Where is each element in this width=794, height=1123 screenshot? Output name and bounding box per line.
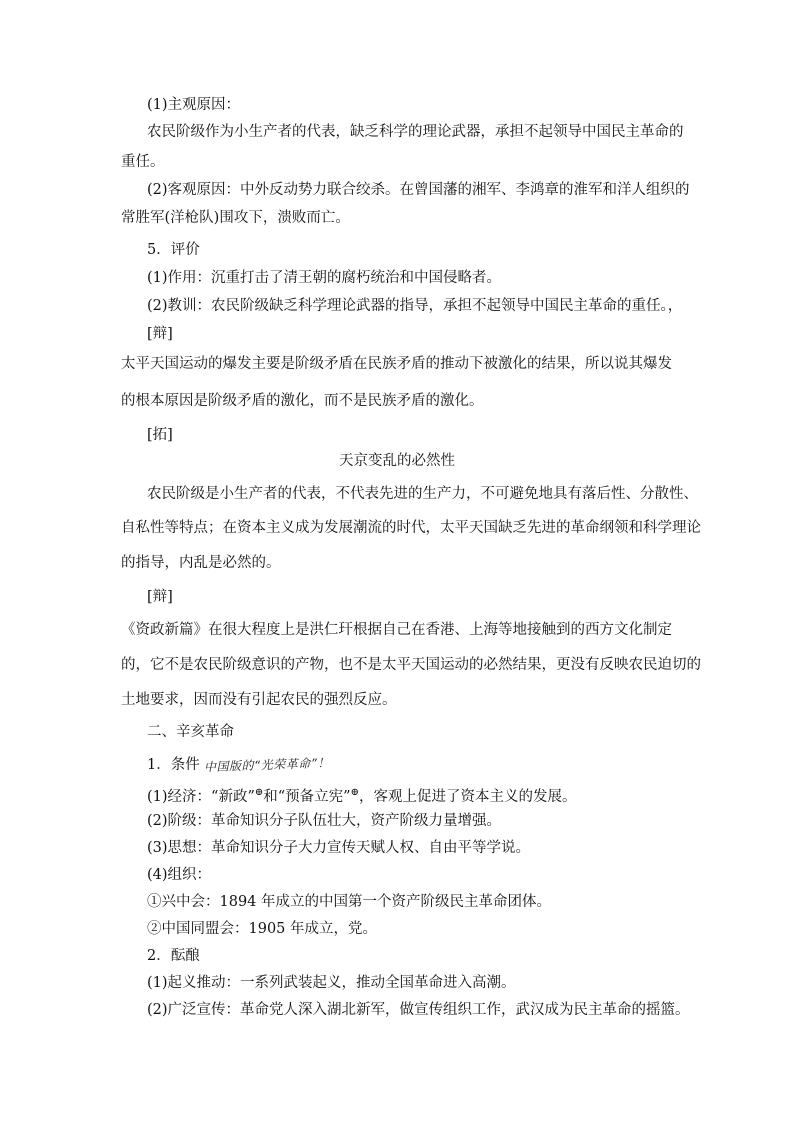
paragraph-line: 重任。 [121, 154, 165, 170]
subheading-brewing: 2．酝酿 [147, 948, 200, 964]
paragraph-line: 常胜军(洋枪队)围攻下，溃败而亡。 [121, 210, 350, 226]
note-tag-debate: [辩] [147, 589, 173, 605]
subheading-subjective-cause: (1)主观原因： [147, 97, 241, 113]
paragraph-line: 《资政新篇》在很大程度上是洪仁玕根据自己在香港、上海等地接触到的西方文化制定 [121, 622, 672, 638]
paragraph-line: 的，它不是农民阶级意识的产物，也不是太平天国运动的必然结果，更没有反映农民迫切的 [121, 657, 701, 673]
paragraph-line: ②中国同盟会：1905 年成立，党。 [147, 921, 378, 937]
text-segment: (1)经济：“新政” [147, 788, 255, 805]
paragraph-line: 太平天国运动的爆发主要是阶级矛盾在民族矛盾的推动下被激化的结果，所以说其爆发 [121, 356, 672, 372]
note-tag-debate: [辩] [147, 326, 173, 342]
paragraph-line: (3)思想：革命知识分子大力宣传天赋人权、自由平等学说。 [147, 840, 531, 856]
note-tag-extend: [拓] [147, 427, 173, 443]
paragraph-line: 土地要求，因而没有引起农民的强烈反应。 [121, 692, 397, 708]
paragraph-line: 的根本原因是阶级矛盾的激化，而不是民族矛盾的激化。 [121, 393, 484, 409]
text-segment: 和“预备立宪” [263, 788, 351, 805]
section-heading-evaluation: 5．评价 [147, 242, 200, 258]
handwritten-note: 中国版的“光荣革命”！ [204, 755, 331, 775]
paragraph-line: 农民阶级作为小生产者的代表，缺乏科学的理论武器，承担不起领导中国民主革命的 [147, 124, 684, 140]
paragraph-line: ①兴中会：1894 年成立的中国第一个资产阶级民主革命团体。 [147, 894, 552, 910]
subheading-conditions [147, 755, 330, 775]
paragraph-line: 的指导，内乱是必然的。 [121, 555, 281, 571]
paragraph-line-economy [147, 783, 576, 807]
paragraph-line: 农民阶级是小生产者的代表，不代表先进的生产力，不可避免地具有落后性、分散性、 [147, 486, 698, 502]
annotation-mark-icon: ⊕ [254, 787, 264, 798]
paragraph-line: 自私性等特点；在资本主义成为发展潮流的时代，太平天国缺乏先进的革命纲领和科学理论 [121, 520, 701, 536]
section-heading-xinhai: 二、辛亥革命 [147, 724, 234, 740]
paragraph-line: (1)起义推动：一系列武装起义，推动全国革命进入高潮。 [147, 975, 516, 991]
paragraph-line: (4)组织： [147, 867, 212, 883]
paragraph-line: (2)教训：农民阶级缺乏科学理论武器的指导，承担不起领导中国民主革命的重任。， [147, 298, 683, 314]
text-segment: ，客观上促进了资本主义的发展。 [358, 788, 577, 805]
paragraph-line: (1)作用：沉重打击了清王朝的腐朽统治和中国侵略者。 [147, 270, 502, 286]
annotation-mark-icon: ⊕ [350, 787, 359, 798]
subheading-conditions-label: 1．条件 [147, 757, 200, 773]
subheading-objective-cause: (2)客观原因：中外反动势力联合绞杀。在曾国藩的湘军、李鸿章的淮军和洋人组织的 [147, 182, 690, 198]
paragraph-line: (2)广泛宣传：革命党人深入湖北新军，做宣传组织工作，武汉成为民主革命的摇篮。 [147, 1002, 690, 1018]
paragraph-line: (2)阶级：革命知识分子队伍壮大，资产阶级力量增强。 [147, 813, 502, 829]
box-title: 天京变乱的必然性 [339, 453, 455, 469]
